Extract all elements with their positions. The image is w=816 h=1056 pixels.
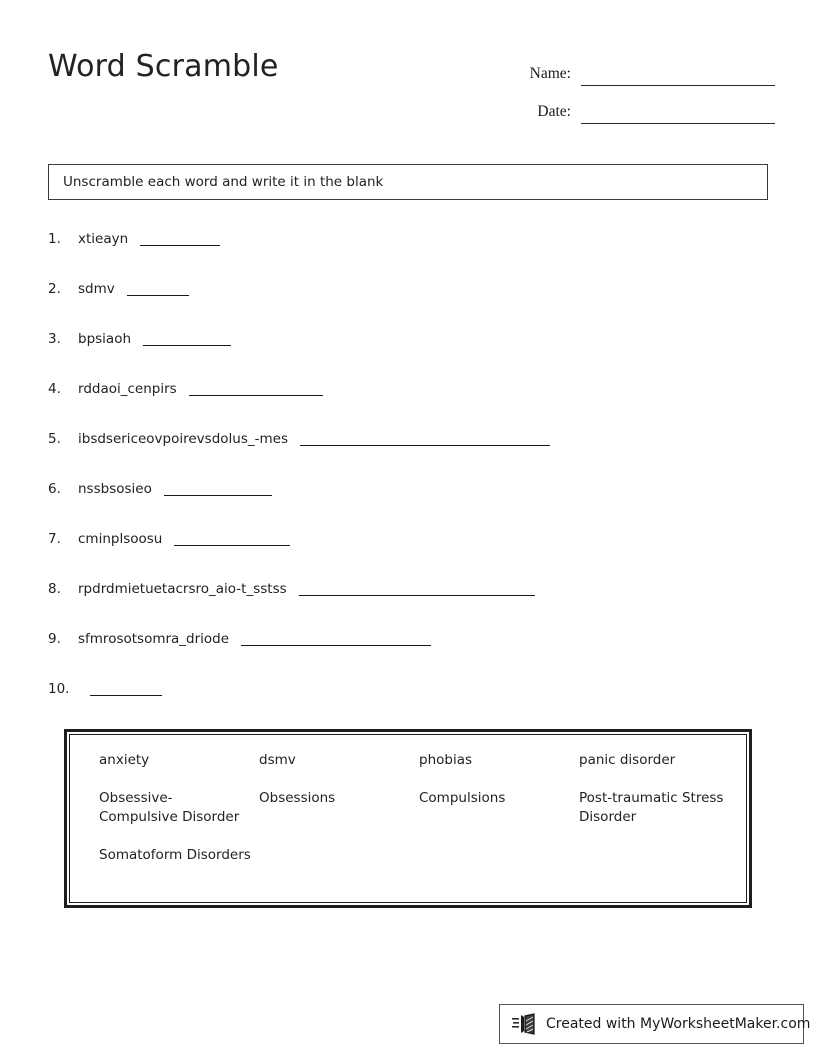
scramble-item-answer-blank[interactable]: [140, 228, 220, 246]
name-field-row: [505, 48, 775, 86]
worksheet-header: [0, 0, 816, 140]
scramble-item-number: 5.: [48, 431, 61, 447]
scramble-item-word: sfmrosotsomra_driode: [78, 631, 230, 647]
scramble-item-number: 10.: [48, 681, 70, 697]
scramble-item-answer-blank[interactable]: [241, 628, 431, 646]
word-bank-grid: [70, 751, 746, 884]
scramble-item-word: nssbsosieo: [78, 481, 152, 497]
scramble-item-number: 8.: [48, 581, 61, 597]
scramble-item-answer-blank[interactable]: [90, 678, 162, 696]
instruction-text: Unscramble each word and write it in the blank: [63, 174, 384, 190]
date-field-input[interactable]: [581, 104, 775, 124]
scramble-item-number: 6.: [48, 481, 61, 497]
scramble-item: [0, 678, 816, 728]
scramble-item: [0, 528, 816, 578]
word-bank-word[interactable]: Obsessive-Compulsive Disorder: [99, 790, 240, 825]
scramble-item-word: cminplsoosu: [78, 531, 163, 547]
scramble-item-word: bpsiaoh: [78, 331, 132, 347]
scramble-item: [0, 228, 816, 278]
word-bank-word[interactable]: anxiety: [99, 752, 150, 768]
scramble-item: [0, 628, 816, 678]
scramble-item-number: 3.: [48, 331, 61, 347]
page-title: Word Scramble: [48, 49, 279, 84]
scramble-item-answer-blank[interactable]: [189, 378, 323, 396]
scramble-item: [0, 578, 816, 628]
scramble-item-answer-blank[interactable]: [174, 528, 290, 546]
word-bank-empty-cell: [259, 846, 419, 884]
scramble-item: [0, 378, 816, 428]
scramble-item-number: 4.: [48, 381, 61, 397]
word-bank-empty-cell: [419, 846, 579, 884]
scramble-item-word: rddaoi_cenpirs: [78, 381, 177, 397]
scramble-item-number: 1.: [48, 231, 61, 247]
scramble-item-word: ibsdsericeovpoirevsdolus_-mes: [78, 431, 288, 447]
scramble-item-number: 7.: [48, 531, 61, 547]
name-date-block: [505, 48, 775, 124]
scramble-item-word: xtieayn: [78, 231, 129, 247]
scramble-item-number: 9.: [48, 631, 61, 647]
word-bank-word[interactable]: panic disorder: [579, 752, 676, 768]
word-bank-word[interactable]: dsmv: [259, 752, 296, 768]
scramble-item-answer-blank[interactable]: [127, 278, 189, 296]
word-bank-inner: [69, 734, 747, 903]
scramble-item-answer-blank[interactable]: [299, 578, 535, 596]
word-bank-word[interactable]: Somatoform Disorders: [99, 847, 251, 863]
scramble-item-answer-blank[interactable]: [143, 328, 231, 346]
scramble-item: [0, 428, 816, 478]
scramble-item: [0, 278, 816, 328]
scramble-item-word: sdmv: [78, 281, 115, 297]
instruction-box: [48, 164, 768, 200]
worksheet-maker-logo-icon: [512, 1012, 538, 1036]
name-field-label: Name:: [529, 65, 571, 82]
word-bank-word[interactable]: Obsessions: [259, 790, 336, 806]
scramble-item: [0, 328, 816, 378]
footer-attribution-text: Created with MyWorksheetMaker.com: [546, 1016, 811, 1032]
scramble-item-answer-blank[interactable]: [300, 428, 550, 446]
name-field-input[interactable]: [581, 66, 775, 86]
scramble-item-number: 2.: [48, 281, 61, 297]
word-bank: [64, 729, 752, 908]
date-field-label: Date:: [537, 103, 571, 120]
scramble-item-word: rpdrdmietuetacrsro_aio-t_sstss: [78, 581, 287, 597]
word-bank-word[interactable]: Post-traumatic Stress Disorder: [579, 790, 724, 825]
footer-attribution-badge[interactable]: [499, 1004, 811, 1044]
date-field-row: [505, 86, 775, 124]
scramble-item: [0, 478, 816, 528]
scramble-item-answer-blank[interactable]: [164, 478, 272, 496]
word-bank-word[interactable]: Compulsions: [419, 790, 506, 806]
word-bank-word[interactable]: phobias: [419, 752, 473, 768]
word-bank-empty-cell: [579, 846, 744, 884]
scramble-list: [0, 228, 816, 728]
